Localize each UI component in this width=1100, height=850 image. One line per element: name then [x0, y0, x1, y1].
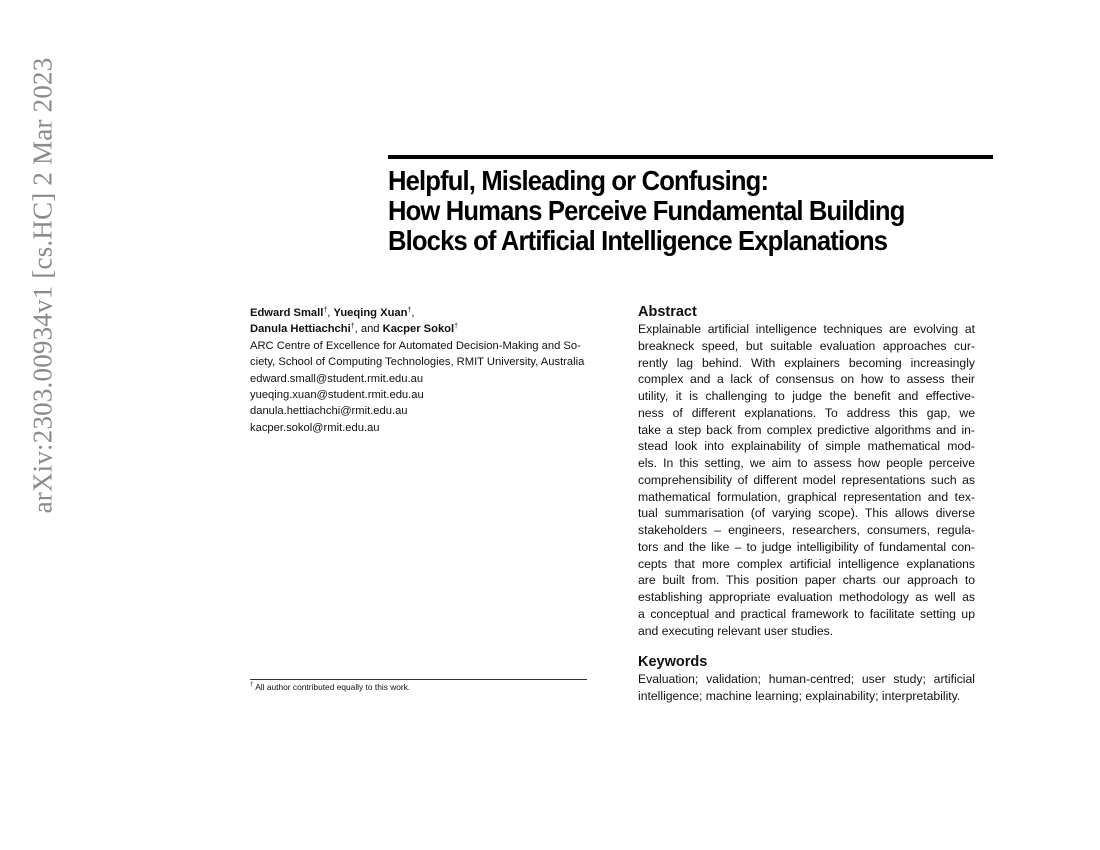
keywords-body	[638, 671, 975, 705]
title-rule	[388, 155, 993, 159]
abstract-line: a conceptual and practical framework to facilitate setting up	[638, 606, 975, 621]
abstract-line: ness of different explanations. To address this gap, we	[638, 405, 975, 420]
abstract-line: establishing appropriate evaluation methodology as well as	[638, 590, 975, 604]
abstract-line: complex and a lack of consensus on how to assess their	[638, 372, 975, 387]
paper-title	[388, 166, 965, 256]
abstract-line: tual summarisation (of varying scope). This allows diverse	[638, 506, 975, 521]
author-email: kacper.sokol@rmit.edu.au	[250, 421, 380, 434]
author-email: danula.hettiachchi@rmit.edu.au	[250, 405, 408, 418]
abstract-line: breakneck speed, but suitable evaluation approaches cur-	[638, 338, 975, 353]
title-line: Blocks of Artificial Intelligence Explanations	[388, 225, 888, 256]
arxiv-identifier-stamp	[20, 45, 66, 525]
author-email: yueqing.xuan@student.rmit.edu.au	[250, 389, 424, 402]
title-line: How Humans Perceive Fundamental Building	[388, 195, 905, 226]
author-email: edward.small@student.rmit.edu.au	[250, 372, 424, 385]
author-name: Danula Hettiachchi	[250, 323, 351, 336]
abstract-line: tors and the like – to judge intelligibility of fundamental con-	[638, 539, 975, 554]
footnote	[250, 682, 410, 692]
footnote-rule	[250, 679, 587, 680]
author-block	[250, 305, 590, 436]
keywords-line: Evaluation; validation; human-centred; user study; artificial	[638, 672, 975, 687]
author-name: Yueqing Xuan	[333, 307, 408, 319]
abstract-body	[638, 321, 975, 639]
title-line: Helpful, Misleading or Confusing:	[388, 165, 769, 196]
abstract-line: stead look into explainability of simple mathematical mod-	[638, 439, 975, 454]
abstract-heading: Abstract	[638, 304, 697, 320]
abstract-line: stakeholders – engineers, researchers, consumers, regula-	[638, 523, 975, 537]
equal-contribution-mark: †	[454, 323, 459, 331]
abstract-line: rently lag behind. With explainers becoming increasingly	[638, 355, 975, 370]
email-list	[250, 371, 590, 437]
keywords-heading: Keywords	[638, 654, 708, 671]
author-name: Kacper Sokol	[382, 323, 455, 336]
affiliation-line: ciety, School of Computing Technologies, RMIT University, Australia	[250, 356, 585, 369]
author-separator: ,	[327, 307, 334, 319]
equal-contribution-mark: †	[350, 323, 355, 331]
abstract-line: are built from. This position paper charts our approach to	[638, 573, 975, 588]
abstract-line: comprehensibility of different model representations such as	[638, 472, 975, 487]
abstract-line: Explainable artificial intelligence techniques are evolving at	[638, 322, 975, 336]
abstract-line: and executing relevant user studies.	[638, 623, 834, 638]
abstract-line: cepts that more complex artificial intelligence explanations	[638, 556, 975, 571]
footnote-mark: †	[250, 682, 254, 688]
author-list	[250, 305, 590, 338]
author-separator: , and	[354, 323, 383, 336]
equal-contribution-mark: †	[323, 307, 328, 314]
footnote-text: All author contributed equally to this work.	[255, 682, 411, 692]
keywords-line: intelligence; machine learning; explainability; interpretability.	[638, 689, 961, 703]
abstract-line: take a step back from complex predictive algorithms and in-	[638, 422, 975, 437]
abstract-column	[638, 303, 975, 705]
abstract-line: mathematical formulation, graphical representation and tex-	[638, 489, 975, 504]
affiliation-line: ARC Centre of Excellence for Automated Decision-Making and So-	[250, 339, 581, 352]
abstract-line: utility, it is challenging to judge the benefit and effective-	[638, 389, 975, 403]
author-separator: ,	[411, 307, 415, 319]
arxiv-identifier-text: arXiv:2303.00934v1 [cs.HC] 2 Mar 2023	[27, 57, 58, 513]
equal-contribution-mark: †	[407, 307, 412, 314]
author-name: Edward Small	[250, 307, 324, 319]
abstract-line: els. In this setting, we aim to assess how people perceive	[638, 456, 975, 470]
affiliation	[250, 338, 590, 371]
